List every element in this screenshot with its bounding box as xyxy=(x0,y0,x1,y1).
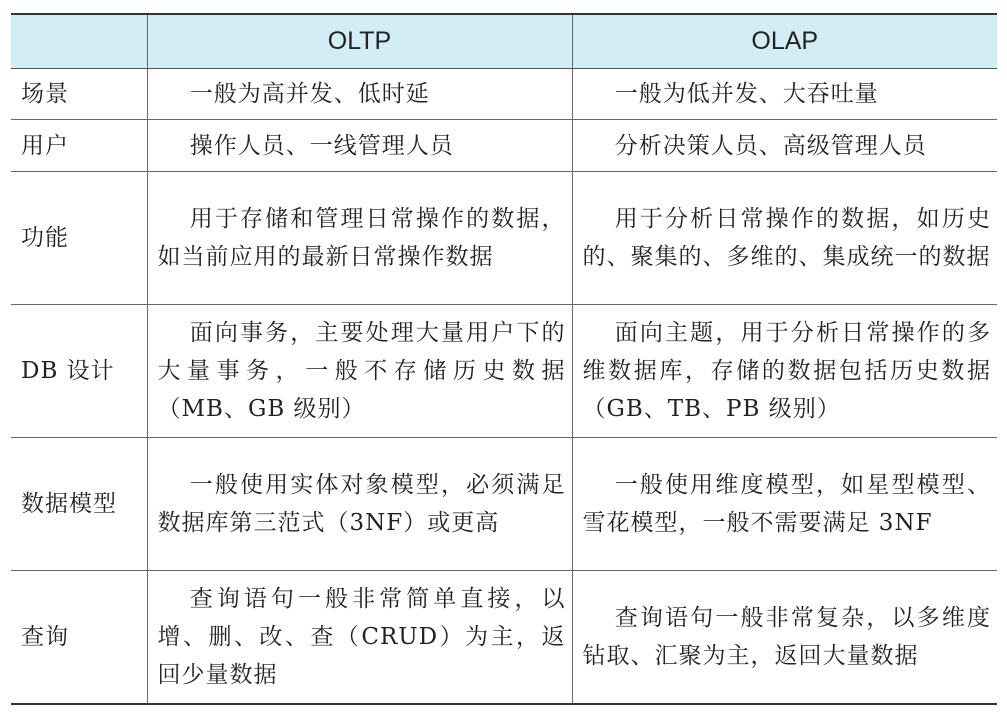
row-label: 功能 xyxy=(11,172,147,305)
row-label: DB 设计 xyxy=(11,305,147,438)
table-row xyxy=(11,120,997,172)
oltp-cell: 查询语句一般非常简单直接，以增、删、改、查（CRUD）为主，返回少量数据 xyxy=(147,571,572,705)
row-label: 用户 xyxy=(11,120,147,172)
table-row xyxy=(11,438,997,571)
oltp-cell: 一般为高并发、低时延 xyxy=(147,69,572,120)
olap-cell: 查询语句一般非常复杂，以多维度钻取、汇聚为主，返回大量数据 xyxy=(572,571,997,705)
table-header-row xyxy=(11,14,997,69)
oltp-olap-comparison-table xyxy=(11,13,997,705)
olap-cell: 一般为低并发、大吞吐量 xyxy=(572,69,997,120)
row-label: 场景 xyxy=(11,69,147,120)
table-row xyxy=(11,172,997,305)
row-label: 数据模型 xyxy=(11,438,147,571)
table-row xyxy=(11,305,997,438)
oltp-cell: 一般使用实体对象模型，必须满足数据库第三范式（3NF）或更高 xyxy=(147,438,572,571)
oltp-cell: 用于存储和管理日常操作的数据，如当前应用的最新日常操作数据 xyxy=(147,172,572,305)
header-oltp: OLTP xyxy=(147,14,572,69)
comparison-table-container xyxy=(11,13,997,705)
header-olap: OLAP xyxy=(572,14,997,69)
oltp-cell: 面向事务，主要处理大量用户下的大量事务，一般不存储历史数据（MB、GB 级别） xyxy=(147,305,572,438)
table-row xyxy=(11,571,997,705)
table-row xyxy=(11,69,997,120)
olap-cell: 面向主题，用于分析日常操作的多维数据库，存储的数据包括历史数据（GB、TB、PB 级别） xyxy=(572,305,997,438)
olap-cell: 分析决策人员、高级管理人员 xyxy=(572,120,997,172)
oltp-cell: 操作人员、一线管理人员 xyxy=(147,120,572,172)
olap-cell: 一般使用维度模型，如星型模型、雪花模型，一般不需要满足 3NF xyxy=(572,438,997,571)
header-empty-cell xyxy=(11,14,147,69)
row-label: 查询 xyxy=(11,571,147,705)
olap-cell: 用于分析日常操作的数据，如历史的、聚集的、多维的、集成统一的数据 xyxy=(572,172,997,305)
